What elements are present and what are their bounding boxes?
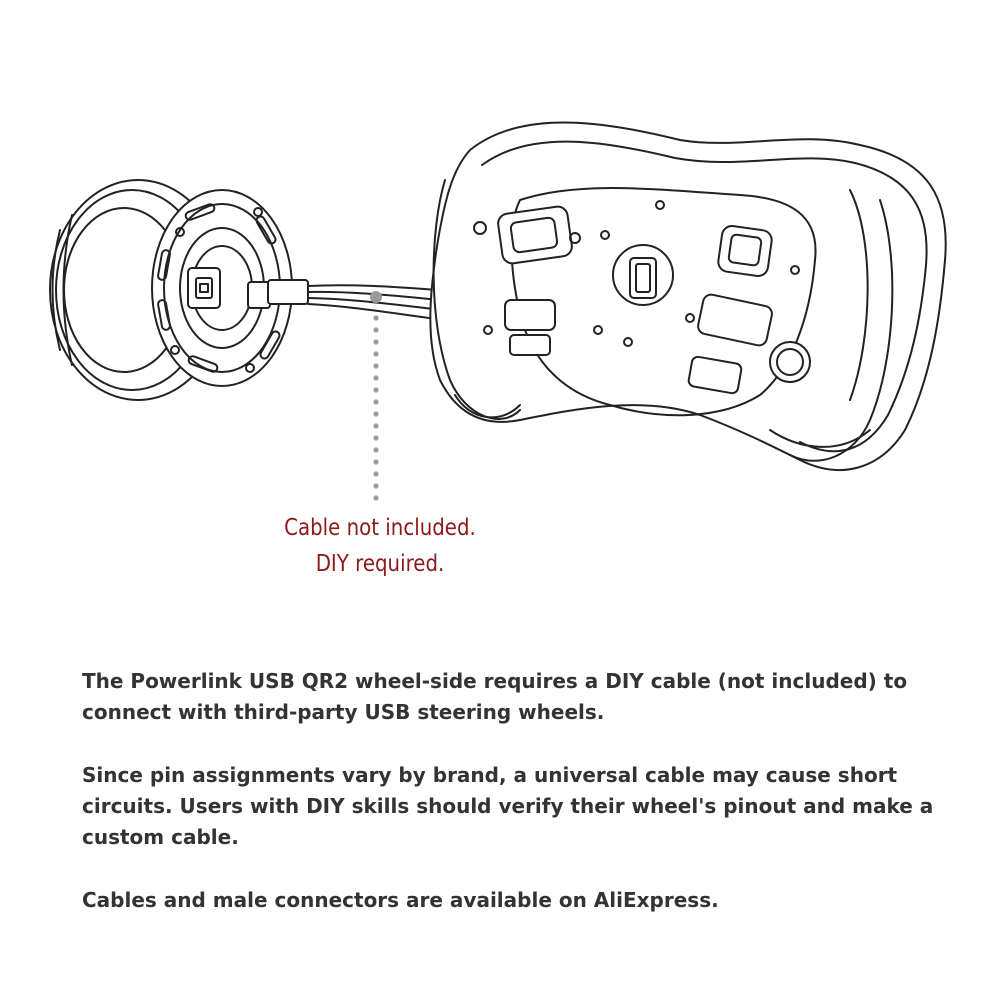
hub-cable-connector <box>248 280 308 308</box>
description-paragraph-1: The Powerlink USB QR2 wheel-side requires a DIY cable (not included) to connect with third-party USB steering wheels. <box>82 669 908 724</box>
leader-line <box>370 291 382 501</box>
steering-wheel <box>430 123 945 471</box>
description-paragraph-3: Cables and male connectors are available on AliExpress. <box>82 888 719 912</box>
callout-line-2: DIY required. <box>315 551 445 577</box>
description-text <box>82 666 962 948</box>
callout-line-1: Cable not included. <box>284 515 476 541</box>
description-paragraph-2: Since pin assignments vary by brand, a universal cable may cause short circuits. Users with DIY skills should verify their wheel's pinout and make a custom cable. <box>82 763 934 849</box>
